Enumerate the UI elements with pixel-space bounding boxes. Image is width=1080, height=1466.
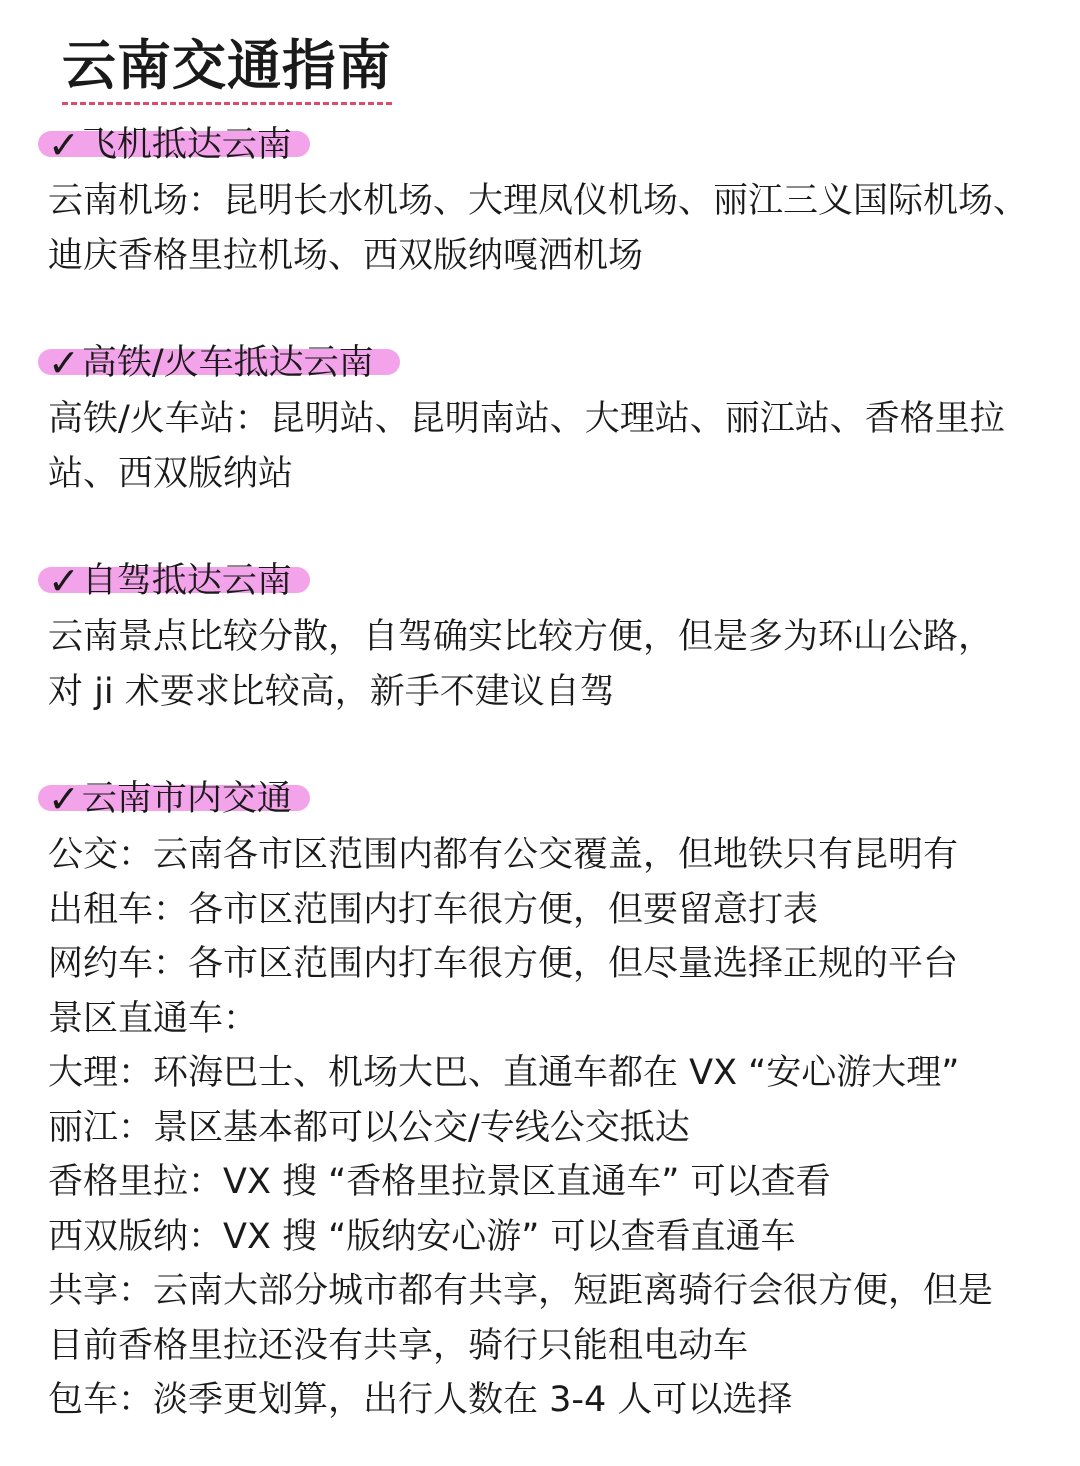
body-line: 西双版纳：VX 搜 “版纳安心游” 可以查看直通车 (48, 1216, 796, 1257)
section-train (48, 336, 1058, 501)
body-line: 大理：环海巴士、机场大巴、直通车都在 VX “安心游大理” (48, 1053, 960, 1093)
body-line: 公交：云南各市区范围内都有公交覆盖，但地铁只有昆明有 (48, 835, 959, 875)
section-heading (48, 554, 1058, 608)
body-line: 云南机场：昆明长水机场、大理凤仪机场、丽江三义国际机场、 (48, 181, 1029, 221)
heading-text: 高铁/火车抵达云南 (81, 343, 374, 383)
body-line: 目前香格里拉还没有共享，骑行只能租电动车 (48, 1325, 749, 1366)
check-mark-icon: ✓ (48, 559, 80, 603)
body-line: 对 ji 术要求比较高，新手不建议自驾 (48, 671, 615, 712)
body-line: 高铁/火车站：昆明站、昆明南站、大理站、丽江站、香格里拉 (48, 399, 1005, 439)
section-self-drive (48, 554, 1058, 719)
body-line: 站、西双版纳站 (48, 453, 294, 494)
check-mark-icon: ✓ (48, 777, 80, 821)
body-line: 迪庆香格里拉机场、西双版纳嘎洒机场 (48, 235, 644, 276)
body-line: 出租车：各市区范围内打车很方便，但要留意打表 (48, 889, 819, 930)
section-heading (48, 772, 1058, 826)
section-flight (48, 118, 1058, 283)
body-line: 云南景点比较分散，自驾确实比较方便，但是多为环山公路， (48, 617, 994, 657)
heading-text: 云南市内交通 (81, 779, 292, 819)
body-line: 共享：云南大部分城市都有共享，短距离骑行会很方便，但是 (48, 1271, 994, 1311)
body-line: 网约车：各市区范围内打车很方便，但尽量选择正规的平台 (48, 944, 959, 984)
section-heading (48, 118, 1058, 172)
section-heading (48, 336, 1058, 390)
heading-text: 自驾抵达云南 (81, 561, 292, 601)
body-line: 包车：淡季更划算，出行人数在 3-4 人可以选择 (48, 1380, 793, 1420)
body-line: 丽江：景区基本都可以公交/专线公交抵达 (48, 1107, 690, 1148)
check-mark-icon: ✓ (48, 341, 80, 385)
heading-text: 飞机抵达云南 (81, 125, 292, 165)
section-city-transport (48, 772, 1058, 1428)
page-title: 云南交通指南 (62, 30, 392, 105)
check-mark-icon: ✓ (48, 123, 80, 167)
body-line: 香格里拉：VX 搜 “香格里拉景区直通车” 可以查看 (48, 1162, 831, 1202)
body-line: 景区直通车： (48, 998, 259, 1039)
